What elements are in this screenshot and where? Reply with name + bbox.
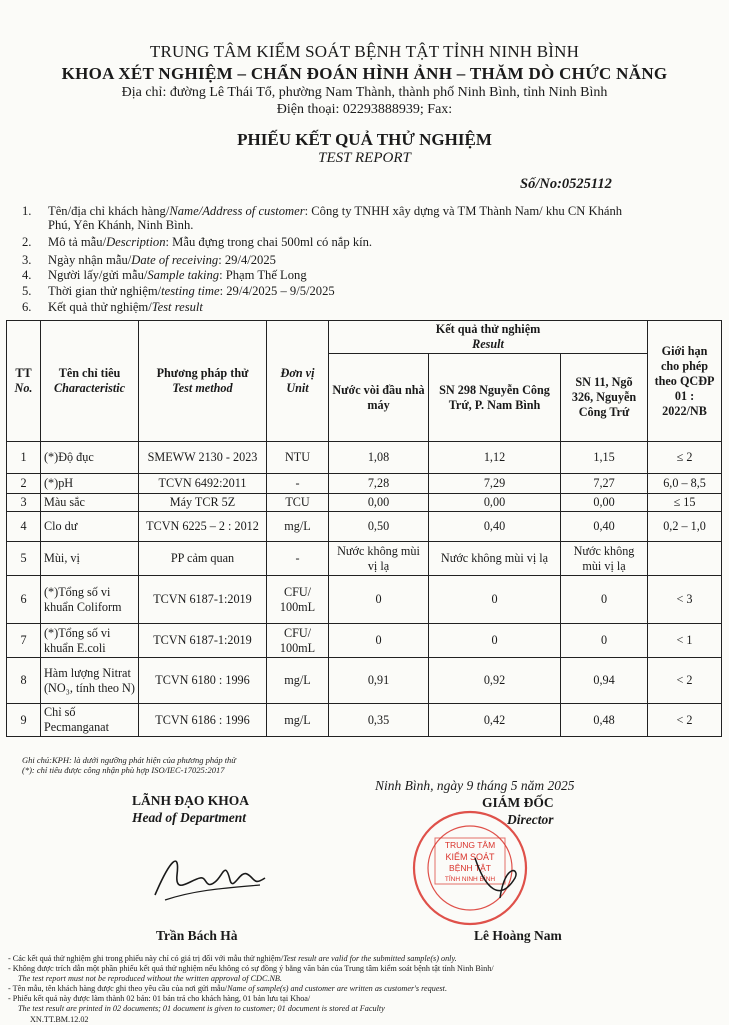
row-result-1: Nước không mùi vị lạ [329, 542, 429, 576]
row-characteristic: Chỉ số Pecmanganat [41, 704, 139, 737]
table-row [7, 624, 722, 658]
row-result-1: 0 [329, 576, 429, 624]
row-number: 6 [7, 576, 41, 624]
info-customer-cont: Phú, Yên Khánh, Ninh Bình. [48, 218, 194, 232]
row-result-3: 0 [561, 576, 648, 624]
stamp-text-1: TRUNG TÂM [444, 840, 496, 850]
lead-signature [145, 840, 275, 910]
org-name: TRUNG TÂM KIỂM SOÁT BỆNH TẬT TỈNH NINH BÌNH [149, 42, 580, 61]
report-title: PHIẾU KẾT QUẢ THỬ NGHIỆM [237, 130, 492, 149]
row-number: 2 [7, 474, 41, 494]
row-limit: 0,2 – 1,0 [648, 512, 722, 542]
row-limit: ≤ 15 [648, 494, 722, 512]
row-characteristic: Màu sắc [41, 494, 139, 512]
note-iso: (*): chỉ tiêu được công nhận phù hợp ISO/IEC-17025:2017 [22, 765, 225, 775]
info-sample-taker: 4. Người lấy/gửi mẫu/Sample taking: Phạm Thế Long [22, 268, 307, 282]
form-code: XN.TT.BM.12.02 [30, 1015, 89, 1024]
row-method: TCVN 6225 – 2 : 2012 [139, 512, 267, 542]
info-description: 2. Mô tả mẫu/Description: Mẫu đựng trong chai 500ml có nắp kín. [22, 235, 373, 249]
row-unit: CFU/ 100mL [267, 576, 329, 624]
row-characteristic: (*)Tổng số vi khuẩn Coliform [41, 576, 139, 624]
header-characteristic: Tên chỉ tiêu Characteristic [41, 321, 139, 442]
row-result-2: 0 [429, 624, 561, 658]
row-characteristic: (*)pH [41, 474, 139, 494]
director-title-en: Director [507, 812, 554, 827]
row-result-3: 0,94 [561, 658, 648, 704]
row-unit: CFU/ 100mL [267, 624, 329, 658]
row-result-1: 0,00 [329, 494, 429, 512]
footer-line-1: - Các kết quả thử nghiệm ghi trong phiếu này chỉ có giá trị đối với mẫu thử nghiệm/Test result are valid for the submitted sample(s) only. [8, 954, 457, 963]
row-characteristic: Clo dư [41, 512, 139, 542]
header-limit: Giới hạn cho phép theo QCĐP 01 : 2022/NB [648, 321, 722, 442]
table-row [7, 576, 722, 624]
row-result-1: 0 [329, 624, 429, 658]
info-test-result: 6. Kết quả thử nghiệm/Test result [22, 300, 203, 314]
row-limit [648, 542, 722, 576]
lead-title-en: Head of Department [132, 810, 246, 825]
info-testing-time: 5. Thời gian thử nghiệm/testing time: 29/4/2025 – 9/5/2025 [22, 284, 335, 298]
footer-line-4-en: The test result are printed in 02 documents; 01 document is given to customer; 01 document is stored at Faculty [18, 1004, 385, 1013]
row-limit: 6,0 – 8,5 [648, 474, 722, 494]
stamp-text-2: KIỂM SOÁT [445, 852, 495, 862]
row-method: TCVN 6180 : 1996 [139, 658, 267, 704]
result-table [6, 320, 722, 737]
sign-date: Ninh Bình, ngày 9 tháng 5 năm 2025 [375, 778, 575, 793]
row-result-2: 0,92 [429, 658, 561, 704]
row-unit: - [267, 542, 329, 576]
table-row [7, 442, 722, 474]
lead-name: Trần Bách Hà [156, 928, 238, 943]
row-result-3: 7,27 [561, 474, 648, 494]
header-sample-1: Nước vòi đầu nhà máy [329, 354, 429, 442]
director-title: GIÁM ĐỐC [482, 795, 554, 810]
info-customer: 1. Tên/địa chỉ khách hàng/Name/Address of customer: Công ty TNHH xây dựng và TM Thành Nam/ khu CN Khánh [22, 204, 623, 218]
row-result-3: 1,15 [561, 442, 648, 474]
note-kph: Ghi chú:KPH: là dưới ngưỡng phát hiện của phương pháp thử [22, 755, 236, 765]
row-result-2: 0,40 [429, 512, 561, 542]
stamp-text-4: TỈNH NINH BÌNH [444, 876, 496, 883]
row-result-2: Nước không mùi vị lạ [429, 542, 561, 576]
official-stamp [405, 808, 535, 928]
row-number: 1 [7, 442, 41, 474]
row-limit: < 3 [648, 576, 722, 624]
report-title-en: TEST REPORT [318, 150, 411, 166]
row-limit: < 1 [648, 624, 722, 658]
row-unit: - [267, 474, 329, 494]
stamp-text-3: BỆNH TẬT [449, 863, 491, 873]
row-result-3: 0,40 [561, 512, 648, 542]
row-result-1: 0,35 [329, 704, 429, 737]
header-method: Phương pháp thử Test method [139, 321, 267, 442]
row-unit: mg/L [267, 704, 329, 737]
row-result-3: 0 [561, 624, 648, 658]
director-name: Lê Hoàng Nam [474, 928, 562, 943]
row-result-3: 0,00 [561, 494, 648, 512]
row-number: 5 [7, 542, 41, 576]
info-date-received: 3. Ngày nhận mẫu/Date of receiving: 29/4/2025 [22, 253, 276, 267]
row-method: Máy TCR 5Z [139, 494, 267, 512]
row-limit: ≤ 2 [648, 442, 722, 474]
row-method: TCVN 6187-1:2019 [139, 576, 267, 624]
row-result-1: 1,08 [329, 442, 429, 474]
row-method: TCVN 6492:2011 [139, 474, 267, 494]
footer-line-2: - Không được trích dẫn một phần phiếu kết quả thử nghiệm nếu không có sự đồng ý bằng văn bản của Trung tâm kiểm soát bệnh tật tỉnh Ninh Bình/ [8, 964, 494, 973]
row-characteristic: Hàm lượng Nitrat (NO₃, tính theo N) [41, 658, 139, 704]
table-row [7, 704, 722, 737]
row-method: PP cảm quan [139, 542, 267, 576]
row-characteristic: Mùi, vị [41, 542, 139, 576]
header-sample-2: SN 298 Nguyễn Công Trứ, P. Nam Bình [429, 354, 561, 442]
row-result-3: 0,48 [561, 704, 648, 737]
row-limit: < 2 [648, 704, 722, 737]
row-characteristic: (*)Tổng số vi khuẩn E.coli [41, 624, 139, 658]
row-number: 8 [7, 658, 41, 704]
row-result-1: 0,91 [329, 658, 429, 704]
header-result: Kết quả thử nghiệm Result [329, 321, 648, 354]
row-result-2: 1,12 [429, 442, 561, 474]
header-sample-3: SN 11, Ngõ 326, Nguyễn Công Trứ [561, 354, 648, 442]
row-number: 3 [7, 494, 41, 512]
row-number: 7 [7, 624, 41, 658]
row-method: TCVN 6186 : 1996 [139, 704, 267, 737]
report-number: Số/No:0525112 [520, 176, 612, 192]
footer-line-2-en: The test report must not be reproduced without the written approval of CDC.NB. [18, 974, 282, 983]
table-row [7, 658, 722, 704]
row-method: SMEWW 2130 - 2023 [139, 442, 267, 474]
row-unit: mg/L [267, 658, 329, 704]
row-unit: TCU [267, 494, 329, 512]
table-row [7, 542, 722, 576]
row-result-3: Nước không mùi vị lạ [561, 542, 648, 576]
lead-title: LÃNH ĐẠO KHOA [132, 793, 250, 808]
phone-line: Điện thoại: 02293888939; Fax: [276, 102, 453, 117]
table-row [7, 474, 722, 494]
table-row [7, 512, 722, 542]
row-number: 4 [7, 512, 41, 542]
row-number: 9 [7, 704, 41, 737]
row-characteristic: (*)Độ đục [41, 442, 139, 474]
header-unit: Đơn vị Unit [267, 321, 329, 442]
row-result-2: 0 [429, 576, 561, 624]
footer-line-4: - Phiếu kết quả này được làm thành 02 bản: 01 bản trả cho khách hàng, 01 bản lưu tại Khoa/ [8, 994, 311, 1003]
row-method: TCVN 6187-1:2019 [139, 624, 267, 658]
table-row [7, 494, 722, 512]
department-name: KHOA XÉT NGHIỆM – CHẨN ĐOÁN HÌNH ẢNH – THĂM DÒ CHỨC NĂNG [61, 64, 668, 83]
row-unit: mg/L [267, 512, 329, 542]
row-unit: NTU [267, 442, 329, 474]
row-result-2: 0,00 [429, 494, 561, 512]
row-result-1: 0,50 [329, 512, 429, 542]
row-result-2: 7,29 [429, 474, 561, 494]
address-line: Địa chỉ: đường Lê Thái Tổ, phường Nam Thành, thành phố Ninh Bình, tỉnh Ninh Bình [121, 85, 608, 100]
header-tt: TT No. [7, 321, 41, 442]
row-result-1: 7,28 [329, 474, 429, 494]
row-result-2: 0,42 [429, 704, 561, 737]
footer-line-3: - Tên mẫu, tên khách hàng được ghi theo yêu cầu của nơi gửi mẫu/Name of sample(s) and customer are written as customer's request. [8, 984, 447, 993]
row-limit: < 2 [648, 658, 722, 704]
